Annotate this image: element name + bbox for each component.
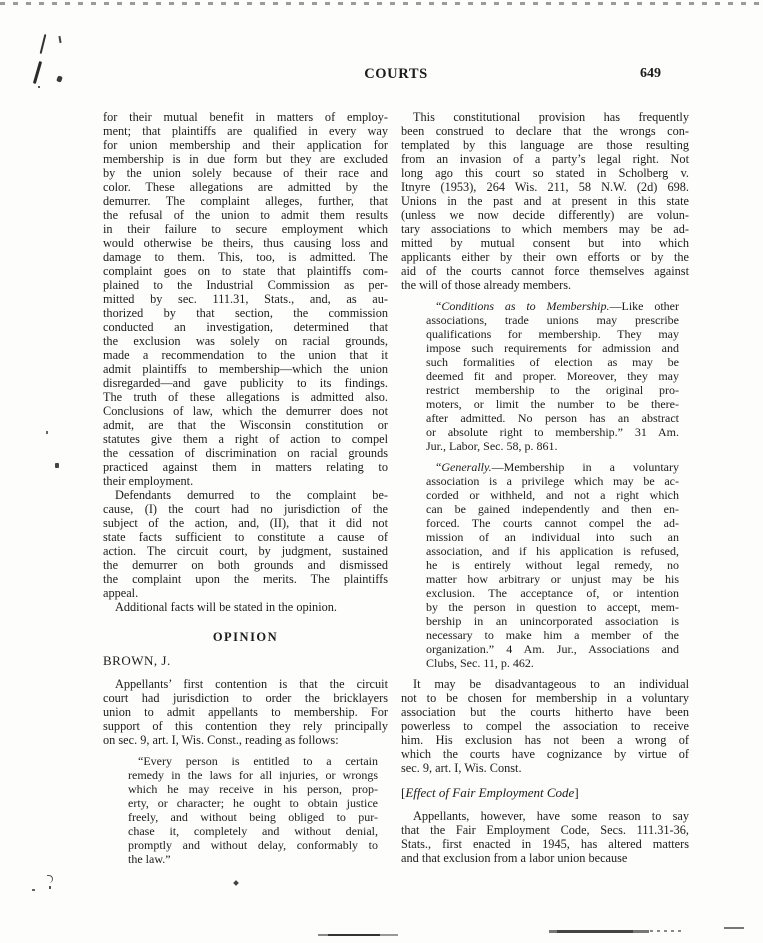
text-line: tary associations to which members may be ad- <box>401 222 689 236</box>
text-line: exclusion. The acceptance of, or intention <box>426 586 679 600</box>
text-line: statutes give them a right of action to compel <box>103 432 388 446</box>
text-line: cause, (I) the court had no jurisdiction of the <box>103 502 388 516</box>
text-line: appeal. <box>103 586 139 600</box>
text-line: subject of the action, and, (II), that it did not <box>103 516 388 530</box>
text-line: after admitted. No person has an abstract <box>426 411 679 425</box>
text-line: chase it, completely and without denial, <box>128 824 378 838</box>
text-line: for union membership and their application for <box>103 138 388 152</box>
text-line: color. These allegations are admitted by the <box>103 180 388 194</box>
text-line: the demurrer on both grounds and dismissed <box>103 558 388 572</box>
blockquote <box>426 460 679 670</box>
text-line: forced. The courts cannot compel the ad- <box>426 516 679 530</box>
text-line: mission of an individual into such an <box>426 530 679 544</box>
text-line: Clubs, Sec. 11, p. 462. <box>426 656 534 670</box>
pen-scribble <box>49 886 51 889</box>
text-line: association, and if his application is refused, <box>426 544 679 558</box>
text-line: can be gained independently and then en- <box>426 502 679 516</box>
text-line: admit plaintiffs to membership—which the union <box>103 362 388 376</box>
paragraph <box>401 677 689 775</box>
text-line: Jur., Labor, Sec. 58, p. 861. <box>426 439 558 453</box>
text-line: restrict membership to the original pro- <box>426 383 679 397</box>
scan-speck <box>46 431 48 434</box>
text-line: and that exclusion from a labor union because <box>401 851 628 865</box>
text-line: been construed to declare that the wrongs con- <box>401 124 689 138</box>
text-line: from an invasion of a party’s legal right. Not <box>401 152 689 166</box>
text-line: the complaint upon the merits. The plaintiffs <box>103 572 388 586</box>
text-line: demurrer. The complaint alleges, further, that <box>103 194 388 208</box>
text-line: not to be chosen for membership in a voluntary <box>401 691 689 705</box>
text-line: action. The circuit court, by judgment, sustained <box>103 544 388 558</box>
text-line: or absolute right to membership.” 31 Am. <box>426 425 679 439</box>
text-line: qualifications for membership. They may <box>426 327 679 341</box>
text-line: promptly and without delay, conformably to <box>128 838 378 852</box>
scan-artifact-line <box>318 934 398 936</box>
running-head-title: COURTS <box>364 66 428 82</box>
text-line: he is entirely without legal remedy, no <box>426 558 679 572</box>
text-columns <box>103 110 689 873</box>
text-line: Stats., first enacted in 1945, has altered matters <box>401 837 689 851</box>
paragraph <box>103 600 388 614</box>
scan-artifact-line <box>549 930 649 933</box>
page-number: 649 <box>640 66 661 81</box>
paragraph <box>401 110 689 292</box>
byline: BROWN, J. <box>103 653 171 668</box>
text-line: organization.” 4 Am. Jur., Associations and <box>426 642 679 656</box>
text-line: state facts sufficient to constitute a cause of <box>103 530 388 544</box>
blockquote <box>426 299 679 453</box>
text-line: bership in an unincorporated association is <box>426 614 679 628</box>
text-line: plained to the Industrial Commission as per- <box>103 278 388 292</box>
bracket-heading: [Effect of Fair Employment Code] <box>401 785 579 800</box>
running-head <box>103 66 689 86</box>
text-line: “Every person is entitled to a certain <box>138 754 378 768</box>
text-line: powerless to compel the association to receive <box>401 719 689 733</box>
text-line: membership is in due form but they are excluded <box>103 152 388 166</box>
text-line: damage to them. This, too, is admitted. The <box>103 250 388 264</box>
text-line: practiced against them in matters relating to <box>103 460 388 474</box>
text-line: erty, or character; he ought to obtain justice <box>128 796 378 810</box>
text-line: the exclusion was solely on racial grounds, <box>103 334 388 348</box>
pen-mark <box>38 86 40 88</box>
pen-mark <box>58 36 61 43</box>
text-line: templated by this language are those resulting <box>401 138 689 152</box>
text-line: moters, or limit the number to be there- <box>426 397 679 411</box>
paragraph <box>401 809 689 865</box>
text-line: aid of the courts cannot force themselves against <box>401 264 689 278</box>
text-line: impose such requirements for admission and <box>426 341 679 355</box>
text-line: The truth of these allegations is admitted also. <box>103 390 388 404</box>
text-line: in their failure to secure employment which <box>103 222 388 236</box>
text-line: deemed fit and proper. Moreover, they may <box>426 369 679 383</box>
text-line: such formalities of election as may be <box>426 355 679 369</box>
text-line: It may be disadvantageous to an individual <box>413 677 689 691</box>
scan-speck <box>32 889 35 891</box>
text-line: associations, trade unions may prescribe <box>426 313 679 327</box>
text-line: Itnyre (1953), 264 Wis. 211, 58 N.W. (2d) 698. <box>401 180 689 194</box>
scan-speck <box>55 463 59 468</box>
pen-mark <box>56 75 63 82</box>
text-line: Appellants’ first contention is that the circuit <box>115 677 388 691</box>
text-line: thorized by that section, the commission <box>103 306 388 320</box>
text-line: the refusal of the union to admit them results <box>103 208 388 222</box>
text-line: made a recommendation to the union that it <box>103 348 388 362</box>
text-line: that the Fair Employment Code, Secs. 111.31-36, <box>401 823 689 837</box>
text-line: corded or withheld, and not a right which <box>426 488 679 502</box>
text-line: association is a privilege which may be ac- <box>426 474 679 488</box>
text-line: mitted by sec. 111.31, Stats., and, as au- <box>103 292 388 306</box>
paragraph <box>103 110 388 488</box>
text-line: the will of those already members. <box>401 278 572 292</box>
scan-speck <box>233 880 239 886</box>
text-line: remedy in the laws for all injuries, or wrongs <box>128 768 378 782</box>
text-line: mitted by mutual consent but into which <box>401 236 689 250</box>
text-line: conducted an investigation, determined that <box>103 320 388 334</box>
blockquote <box>128 754 378 866</box>
text-line: This constitutional provision has frequently <box>413 110 689 124</box>
text-line: “Generally.—Membership in a voluntary <box>436 460 679 474</box>
text-line: Appellants, however, have some reason to say <box>413 809 689 823</box>
top-perforation-edge <box>0 2 763 5</box>
text-line: Conclusions of law, which the demurrer does not <box>103 404 388 418</box>
text-line: which the courts have cognizance by virtue of <box>401 747 689 761</box>
text-line: sec. 9, art. I, Wis. Const. <box>401 761 522 775</box>
text-line: would otherwise be theirs, thus causing loss and <box>103 236 388 250</box>
text-line: which he may receive in his person, prop- <box>128 782 378 796</box>
text-line: (unless we now decide differently) are volun- <box>401 208 689 222</box>
text-line: union to admit appellants to membership. For <box>103 705 388 719</box>
text-line: ment; that plaintiffs are qualified in every way <box>103 124 388 138</box>
pen-scribble <box>47 875 53 883</box>
scan-artifact-line <box>724 927 744 929</box>
text-line: freely, and without being obliged to pur- <box>128 810 378 824</box>
text-line: on sec. 9, art. I, Wis. Const., reading as follows: <box>103 733 339 747</box>
text-line: their employment. <box>103 474 194 488</box>
text-line: for their mutual benefit in matters of employ- <box>103 110 388 124</box>
text-line: by the person in question to accept, mem- <box>426 600 679 614</box>
text-line: complaint goes on to state that plaintiffs com- <box>103 264 388 278</box>
text-line: Defendants demurred to the complaint be- <box>115 488 388 502</box>
text-line: by the union solely because of their race and <box>103 166 388 180</box>
text-line: applicants either by their own efforts or by the <box>401 250 689 264</box>
text-line: “Conditions as to Membership.—Like other <box>436 299 679 313</box>
text-line: Unions in the past and at present in this state <box>401 194 689 208</box>
paragraph <box>103 488 388 600</box>
pen-mark <box>40 34 47 54</box>
text-line: matter how arbitrary or unjust may be his <box>426 572 679 586</box>
scan-artifact-line <box>650 930 684 932</box>
left-column <box>103 110 388 873</box>
text-line: disregarded—and gave publicity to its findings. <box>103 376 388 390</box>
text-line: him. His exclusion has not been a wrong of <box>401 733 689 747</box>
pen-mark <box>33 61 42 84</box>
text-line: admit, are that the Wisconsin constitution or <box>103 418 388 432</box>
opinion-heading: OPINION <box>212 630 279 644</box>
text-line: court had jurisdiction to order the bricklayers <box>103 691 388 705</box>
paragraph <box>103 677 388 747</box>
text-line: necessary to make him a member of the <box>426 628 679 642</box>
text-line: the cessation of discrimination on racial grounds <box>103 446 388 460</box>
text-line: long ago this court so stated in Scholberg v. <box>401 166 689 180</box>
text-line: the law.” <box>128 852 171 866</box>
right-column <box>401 110 689 865</box>
text-line: association but the courts hitherto have been <box>401 705 689 719</box>
text-line: support of this contention they rely principally <box>103 719 388 733</box>
text-line: Additional facts will be stated in the opinion. <box>115 600 337 614</box>
